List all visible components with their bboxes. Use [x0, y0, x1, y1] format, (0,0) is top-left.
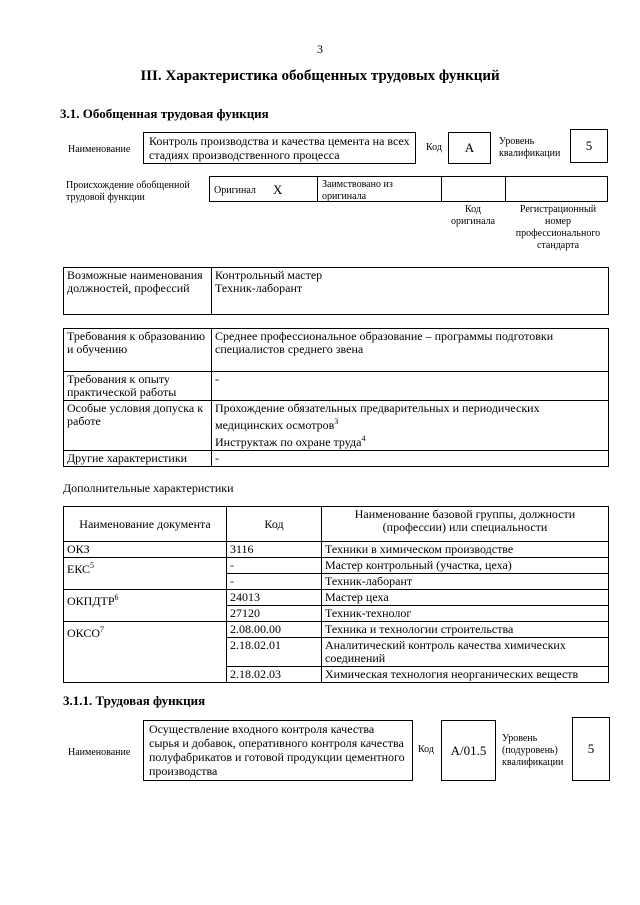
footnote-4: 4 — [361, 434, 366, 443]
req-special-line-2-text: Инструктаж по охране труда — [215, 435, 362, 449]
doc-eks — [64, 558, 227, 590]
code-cell: 2.18.02.01 — [227, 638, 322, 667]
origin-label: Происхождение обобщенной трудовой функции — [66, 180, 190, 203]
req-experience-label: Требования к опыту практической работы — [64, 372, 212, 401]
code-cell: 2.08.00.00 — [227, 622, 322, 638]
req-experience-value: - — [212, 372, 609, 401]
gtf-name-value: Контроль производства и качества цемента на всех стадиях производственного процесса — [143, 132, 416, 164]
doc-eks-text: ЕКС — [67, 562, 91, 576]
req-education-row — [64, 329, 609, 372]
origin-divider-3 — [505, 177, 506, 201]
additional-header-row — [64, 507, 609, 542]
req-special-line-1 — [215, 402, 605, 432]
gtf-code-value: A — [448, 132, 491, 164]
footnote-3: 3 — [334, 417, 339, 426]
additional-title: Дополнительные характеристики — [63, 481, 234, 495]
original-label: Оригинал — [214, 185, 256, 196]
borrowed-label: Заимствовано из оригинала — [322, 179, 393, 202]
table-row — [64, 542, 609, 558]
req-special-label: Особые условия допуска к работе — [64, 401, 212, 451]
page-number: 3 — [317, 42, 323, 56]
name-cell: Мастер контрольный (участка, цеха) — [322, 558, 609, 574]
doc-okso — [64, 622, 227, 683]
section-title: III. Характеристика обобщенных трудовых функций — [140, 68, 500, 84]
footnote-5: 5 — [90, 561, 95, 570]
req-other-value: - — [212, 451, 609, 467]
footnote-7: 7 — [100, 625, 105, 634]
doc-okpdtr — [64, 590, 227, 622]
tf-level-label: Уровень (подуровень) квалификации — [502, 733, 564, 768]
tf-name-label: Наименование — [68, 747, 131, 758]
code-cell: 24013 — [227, 590, 322, 606]
additional-table — [63, 506, 609, 683]
code-original-label: Код оригинала — [450, 204, 496, 227]
req-experience-row — [64, 372, 609, 401]
tf-level-value: 5 — [572, 717, 610, 781]
footnote-6: 6 — [114, 593, 119, 602]
req-special-line-1-text: Прохождение обязательных предварительных и периодических медицинских осмотров — [215, 401, 540, 432]
positions-table — [63, 267, 609, 315]
doc-okz-text: ОКЗ — [67, 542, 90, 556]
req-special-line-2 — [215, 432, 605, 449]
tf-name-value: Осуществление входного контроля качества сырья и добавок, оперативного контроля качества полуфабрикатов и готовой продукции цементного производства — [143, 720, 413, 781]
col-name-header: Наименование базовой группы, должности (профессии) или специальности — [322, 507, 609, 542]
name-cell: Аналитический контроль качества химических соединений — [322, 638, 609, 667]
code-cell: - — [227, 574, 322, 590]
gtf-heading: 3.1. Обобщенная трудовая функция — [60, 106, 269, 121]
gtf-level-value: 5 — [570, 129, 608, 163]
name-cell: Техник-технолог — [322, 606, 609, 622]
name-cell: Химическая технология неорганических веществ — [322, 667, 609, 683]
name-cell: Техники в химическом производстве — [322, 542, 609, 558]
code-cell: - — [227, 558, 322, 574]
original-mark: X — [273, 182, 283, 197]
origin-divider-2 — [441, 177, 442, 201]
position-2: Техник-лаборант — [215, 281, 303, 295]
code-cell: 2.18.02.03 — [227, 667, 322, 683]
table-row — [64, 622, 609, 638]
name-cell: Техника и технологии строительства — [322, 622, 609, 638]
positions-label: Возможные наименования должностей, профессий — [64, 268, 212, 315]
table-row — [64, 558, 609, 574]
gtf-level-label: Уровень квалификации — [499, 136, 561, 159]
col-doc-header: Наименование документа — [64, 507, 227, 542]
col-code-header: Код — [227, 507, 322, 542]
req-special-row — [64, 401, 609, 451]
origin-divider-1 — [317, 177, 318, 201]
doc-okpdtr-text: ОКПДТР — [67, 594, 115, 608]
req-education-label: Требования к образованию и обучению — [64, 329, 212, 372]
code-cell: 27120 — [227, 606, 322, 622]
doc-okso-text: ОКСО — [67, 626, 101, 640]
code-cell: 3116 — [227, 542, 322, 558]
req-education-value: Среднее профессиональное образование – программы подготовки специалистов среднего звена — [212, 329, 609, 372]
position-1: Контрольный мастер — [215, 268, 323, 282]
requirements-table — [63, 328, 609, 467]
gtf-name-label: Наименование — [68, 144, 131, 155]
doc-okz — [64, 542, 227, 558]
tf-code-label: Код — [418, 744, 434, 755]
reg-number-label: Регистрационный номер профессионального стандарта — [515, 204, 601, 251]
req-other-row — [64, 451, 609, 467]
gtf-code-label: Код — [426, 142, 442, 153]
name-cell: Техник-лаборант — [322, 574, 609, 590]
name-cell: Мастер цеха — [322, 590, 609, 606]
table-row — [64, 590, 609, 606]
req-other-label: Другие характеристики — [64, 451, 212, 467]
tf-heading: 3.1.1. Трудовая функция — [63, 693, 206, 708]
tf-code-value: A/01.5 — [441, 720, 496, 781]
